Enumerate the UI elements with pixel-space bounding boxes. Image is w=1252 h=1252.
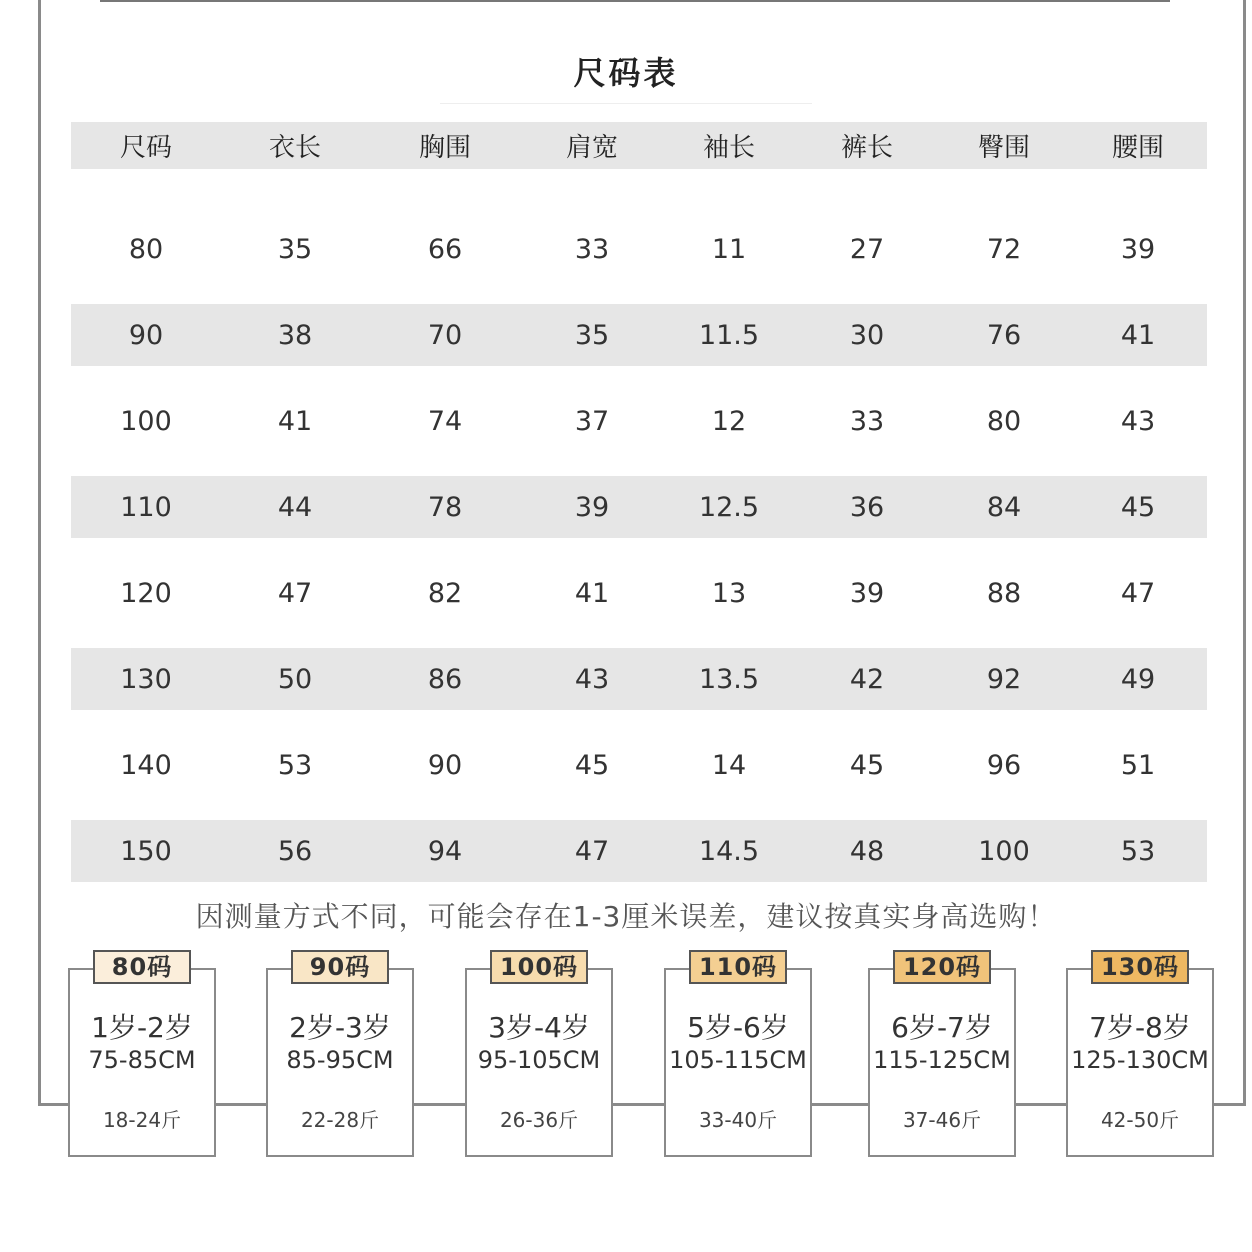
header-hip: 臀围 <box>977 133 1030 163</box>
table-cell: 35 <box>574 319 610 351</box>
table-cell: 49 <box>1120 663 1156 695</box>
table-cell: 53 <box>277 749 313 781</box>
table-cell: 90 <box>427 749 463 781</box>
size-table <box>71 122 1207 882</box>
table-cell: 37 <box>574 405 610 437</box>
height-range: 105-115CM <box>669 1046 807 1074</box>
table-cell: 47 <box>574 835 610 867</box>
table-cell: 27 <box>849 233 885 265</box>
table-cell: 33 <box>849 405 885 437</box>
table-cell: 39 <box>574 491 610 523</box>
table-cell: 88 <box>986 577 1022 609</box>
header-size: 尺码 <box>119 133 172 163</box>
table-cell: 39 <box>1120 233 1156 265</box>
size-badge: 110码 <box>689 950 787 984</box>
weight-range: 42-50斤 <box>1100 1108 1180 1132</box>
height-range: 125-130CM <box>1071 1046 1209 1074</box>
size-card-110 <box>664 953 812 1157</box>
size-card-100 <box>465 953 613 1157</box>
table-cell: 90 <box>128 319 164 351</box>
table-cell: 45 <box>849 749 885 781</box>
table-cell: 76 <box>986 319 1022 351</box>
table-cell: 14 <box>711 749 747 781</box>
table-cell: 43 <box>574 663 610 695</box>
table-cell: 80 <box>986 405 1022 437</box>
title-divider <box>440 103 812 104</box>
table-cell: 43 <box>1120 405 1156 437</box>
table-row <box>71 734 1207 796</box>
table-cell: 36 <box>849 491 885 523</box>
table-row <box>71 562 1207 624</box>
weight-range: 22-28斤 <box>300 1108 380 1132</box>
weight-range: 18-24斤 <box>102 1108 182 1132</box>
table-row <box>71 820 1207 882</box>
age-range: 2岁-3岁 <box>289 1011 391 1044</box>
table-cell: 48 <box>849 835 885 867</box>
table-cell: 150 <box>120 835 172 867</box>
table-cell: 39 <box>849 577 885 609</box>
size-badge: 120码 <box>893 950 991 984</box>
weight-range: 33-40斤 <box>698 1108 778 1132</box>
size-badge: 130码 <box>1091 950 1189 984</box>
size-card-130 <box>1066 953 1214 1157</box>
table-cell: 41 <box>1120 319 1156 351</box>
table-cell: 51 <box>1120 749 1156 781</box>
header-pants-length: 裤长 <box>840 133 893 163</box>
size-badge: 80码 <box>93 950 191 984</box>
table-cell: 11 <box>711 233 747 265</box>
age-range: 5岁-6岁 <box>687 1011 789 1044</box>
table-cell: 33 <box>574 233 610 265</box>
height-range: 75-85CM <box>88 1046 196 1074</box>
table-row <box>71 476 1207 538</box>
weight-range: 37-46斤 <box>902 1108 982 1132</box>
table-cell: 110 <box>120 491 172 523</box>
size-card-90 <box>266 953 414 1157</box>
height-range: 115-125CM <box>873 1046 1011 1074</box>
size-card-120 <box>868 953 1016 1157</box>
age-range: 1岁-2岁 <box>91 1011 193 1044</box>
table-cell: 53 <box>1120 835 1156 867</box>
table-cell: 70 <box>427 319 463 351</box>
header-sleeve: 袖长 <box>702 133 755 163</box>
table-cell: 44 <box>277 491 313 523</box>
table-cell: 12.5 <box>698 491 760 523</box>
table-cell: 100 <box>120 405 172 437</box>
table-cell: 80 <box>128 233 164 265</box>
weight-range: 26-36斤 <box>499 1108 579 1132</box>
table-cell: 120 <box>120 577 172 609</box>
table-cell: 50 <box>277 663 313 695</box>
age-range: 3岁-4岁 <box>488 1011 590 1044</box>
table-cell: 42 <box>849 663 885 695</box>
table-cell: 38 <box>277 319 313 351</box>
table-cell: 130 <box>120 663 172 695</box>
top-divider <box>100 0 1170 2</box>
table-cell: 140 <box>120 749 172 781</box>
table-cell: 100 <box>978 835 1030 867</box>
table-cell: 13.5 <box>698 663 760 695</box>
table-cell: 35 <box>277 233 313 265</box>
height-range: 95-105CM <box>477 1046 601 1074</box>
table-cell: 41 <box>574 577 610 609</box>
table-cell: 94 <box>427 835 463 867</box>
header-shoulder: 肩宽 <box>565 133 618 163</box>
table-cell: 12 <box>711 405 747 437</box>
size-card-80 <box>68 953 216 1157</box>
size-badge: 90码 <box>291 950 389 984</box>
table-cell: 74 <box>427 405 463 437</box>
table-row <box>71 648 1207 710</box>
table-cell: 13 <box>711 577 747 609</box>
table-cell: 47 <box>277 577 313 609</box>
table-cell: 96 <box>986 749 1022 781</box>
table-cell: 14.5 <box>698 835 760 867</box>
size-badge: 100码 <box>490 950 588 984</box>
age-range: 6岁-7岁 <box>891 1011 993 1044</box>
table-header-row <box>71 122 1207 169</box>
height-range: 85-95CM <box>286 1046 394 1074</box>
table-row <box>71 304 1207 366</box>
table-cell: 30 <box>849 319 885 351</box>
page-title: 尺码表 <box>573 54 679 92</box>
table-cell: 84 <box>986 491 1022 523</box>
table-cell: 47 <box>1120 577 1156 609</box>
measurement-note: 因测量方式不同，可能会存在1-3厘米误差，建议按真实身高选购！ <box>195 900 1057 933</box>
table-cell: 82 <box>427 577 463 609</box>
table-cell: 92 <box>986 663 1022 695</box>
table-cell: 56 <box>277 835 313 867</box>
table-cell: 11.5 <box>698 319 760 351</box>
table-cell: 45 <box>1120 491 1156 523</box>
table-row <box>71 218 1207 280</box>
header-length: 衣长 <box>268 133 321 163</box>
table-cell: 66 <box>427 233 463 265</box>
table-cell: 41 <box>277 405 313 437</box>
table-cell: 86 <box>427 663 463 695</box>
header-chest: 胸围 <box>418 133 471 163</box>
age-range: 7岁-8岁 <box>1089 1011 1191 1044</box>
table-cell: 72 <box>986 233 1022 265</box>
table-cell: 45 <box>574 749 610 781</box>
header-waist: 腰围 <box>1111 133 1164 163</box>
table-cell: 78 <box>427 491 463 523</box>
table-row <box>71 390 1207 452</box>
